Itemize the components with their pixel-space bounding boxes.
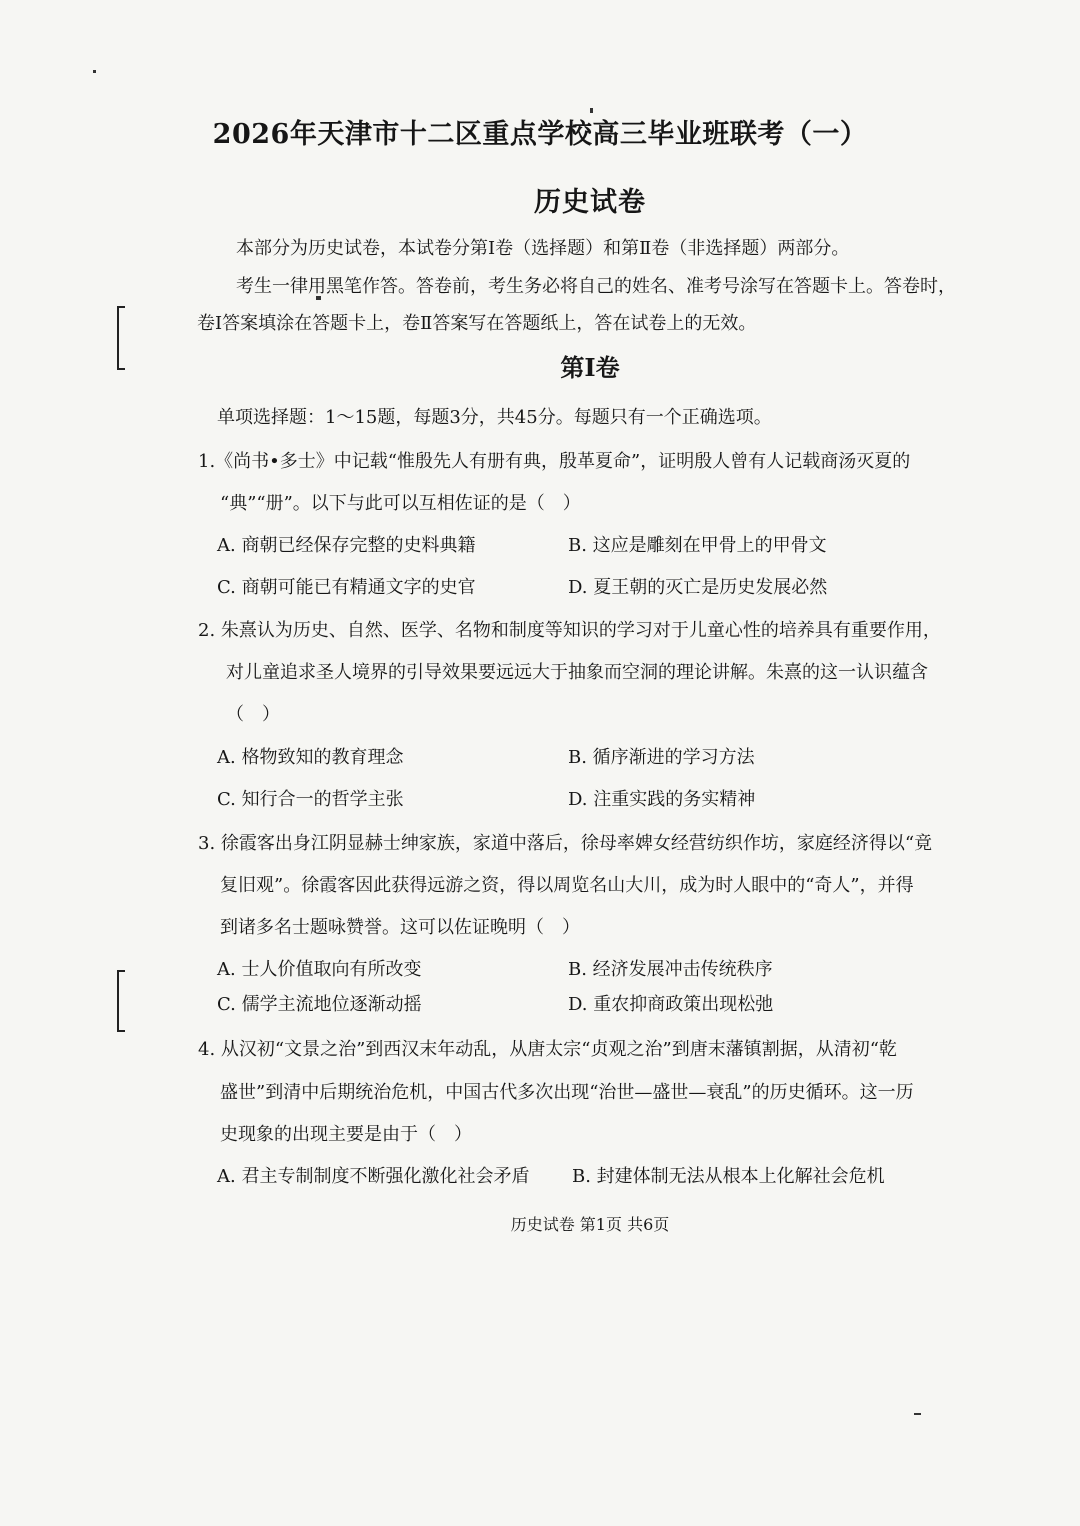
question-3-option-d: D. 重农抑商政策出现松弛 bbox=[568, 994, 774, 1015]
page-footer: 历史试卷 第1页 共6页 bbox=[510, 1215, 670, 1234]
question-1-option-b: B. 这应是雕刻在甲骨上的甲骨文 bbox=[568, 535, 827, 556]
question-1-option-a: A. 商朝已经保存完整的史料典籍 bbox=[217, 535, 476, 556]
question-3-line-1: 3. 徐霞客出身江阴显赫士绅家族，家道中落后，徐母率婢女经营纺织作坊，家庭经济得以“竟 bbox=[198, 833, 933, 854]
question-4-line-3: 史现象的出现主要是由于（ ） bbox=[220, 1124, 472, 1145]
intro-line-1: 本部分为历史试卷，本试卷分第Ⅰ卷（选择题）和第Ⅱ卷（非选择题）两部分。 bbox=[236, 238, 850, 259]
intro-line-2: 考生一律用黑笔作答。答卷前，考生务必将自己的姓名、准考号涂写在答题卡上。答卷时， bbox=[236, 276, 956, 297]
question-1-option-d: D. 夏王朝的灭亡是历史发展必然 bbox=[568, 577, 828, 598]
binding-mark bbox=[117, 970, 125, 1032]
question-2-line-1: 2. 朱熹认为历史、自然、医学、名物和制度等知识的学习对于儿童心性的培养具有重要作用， bbox=[198, 620, 941, 641]
section-title: 第Ⅰ卷 bbox=[560, 353, 620, 382]
question-2-line-2: 对儿童追求圣人境界的引导效果要远远大于抽象而空洞的理论讲解。朱熹的这一认识蕴含 bbox=[226, 662, 928, 683]
question-2-option-a: A. 格物致知的教育理念 bbox=[217, 747, 404, 768]
question-3-line-2: 复旧观”。徐霞客因此获得远游之资，得以周览名山大川，成为时人眼中的“奇人”，并得 bbox=[220, 875, 914, 896]
question-2-option-d: D. 注重实践的务实精神 bbox=[568, 789, 756, 810]
exam-subtitle: 历史试卷 bbox=[534, 187, 646, 218]
question-2-line-3: （ ） bbox=[226, 704, 280, 725]
exam-title: 2026年天津市十二区重点学校高三毕业班联考（一） bbox=[212, 119, 868, 150]
question-2-option-b: B. 循序渐进的学习方法 bbox=[568, 747, 755, 768]
question-1-line-1: 1.《尚书•多士》中记载“惟殷先人有册有典，殷革夏命”，证明殷人曾有人记载商汤灭夏的 bbox=[198, 451, 911, 472]
question-3-option-b: B. 经济发展冲击传统秩序 bbox=[568, 959, 773, 980]
question-3-option-a: A. 士人价值取向有所改变 bbox=[217, 959, 422, 980]
section-instruction: 单项选择题：1～15题，每题3分，共45分。每题只有一个正确选项。 bbox=[217, 407, 772, 428]
question-1-line-2: “典”“册”。以下与此可以互相佐证的是（ ） bbox=[220, 493, 581, 514]
question-4-option-b: B. 封建体制无法从根本上化解社会危机 bbox=[572, 1166, 885, 1187]
question-3-option-c: C. 儒学主流地位逐渐动摇 bbox=[217, 994, 422, 1015]
scan-speck bbox=[914, 1413, 921, 1415]
question-4-line-2: 盛世”到清中后期统治危机，中国古代多次出现“治世—盛世—衰乱”的历史循环。这一历 bbox=[220, 1082, 914, 1103]
scan-speck bbox=[93, 70, 96, 73]
intro-line-3: 卷Ⅰ答案填涂在答题卡上，卷Ⅱ答案写在答题纸上，答在试卷上的无效。 bbox=[197, 313, 757, 334]
question-4-line-1: 4. 从汉初“文景之治”到西汉末年动乱，从唐太宗“贞观之治”到唐末藩镇割据，从清初“乾 bbox=[198, 1039, 897, 1060]
question-2-option-c: C. 知行合一的哲学主张 bbox=[217, 789, 404, 810]
question-4-option-a: A. 君主专制制度不断强化激化社会矛盾 bbox=[217, 1166, 530, 1187]
question-1-option-c: C. 商朝可能已有精通文字的史官 bbox=[217, 577, 476, 598]
question-3-line-3: 到诸多名士题咏赞誉。这可以佐证晚明（ ） bbox=[220, 917, 580, 938]
